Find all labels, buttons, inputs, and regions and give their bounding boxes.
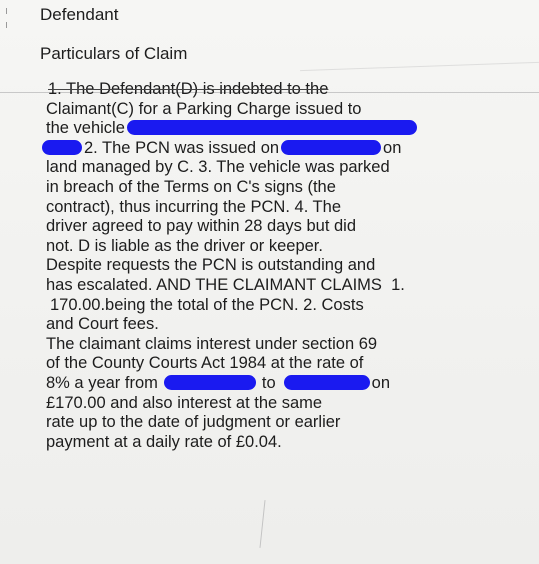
scan-artifact-line-faint [300, 62, 539, 71]
claim-line-text: 170.00.being the total of the PCN. 2. Costs [50, 295, 364, 314]
claim-line [46, 217, 526, 237]
redaction-mark [281, 140, 381, 155]
claim-line [46, 276, 526, 296]
claim-line [46, 139, 526, 159]
claim-line-text: of the County Courts Act 1984 at the rate of [46, 354, 364, 373]
claim-line-text: 8% a year from [46, 373, 158, 392]
claim-line-text: Claimant(C) for a Parking Charge issued to [46, 99, 362, 118]
claim-line [46, 394, 526, 414]
claim-line-text: to [261, 373, 276, 392]
redaction-mark [164, 375, 256, 390]
claim-line-text: and Court fees. [46, 315, 159, 334]
claim-line [46, 198, 526, 218]
claim-line-text: £170.00 and also interest at the same [46, 393, 323, 412]
particulars-heading: Particulars of Claim [40, 44, 188, 63]
claim-line [46, 100, 526, 120]
claim-line-text: driver agreed to pay within 28 days but did [46, 217, 357, 236]
claim-line [46, 335, 526, 355]
claim-line [46, 178, 526, 198]
claim-line [46, 158, 526, 178]
claim-line-text: land managed by C. 3. The vehicle was parked [46, 158, 390, 177]
claim-line [46, 413, 526, 433]
claim-line-text: 2. The PCN was issued on [84, 138, 280, 157]
defendant-heading: Defendant [40, 5, 119, 24]
claim-line-text: rate up to the date of judgment or earlier [46, 413, 341, 432]
claim-line [46, 237, 526, 257]
claim-line-text: The claimant claims interest under section 69 [46, 334, 378, 353]
claim-line-text: on [383, 138, 402, 157]
claim-line-text: not. D is liable as the driver or keeper. [46, 236, 323, 255]
redaction-mark [127, 120, 417, 135]
margin-mark [6, 8, 7, 14]
margin-mark [6, 22, 7, 28]
claim-line [46, 80, 526, 100]
claim-line-text: 1. The Defendant(D) is indebted to the [48, 80, 329, 98]
claim-text [46, 80, 526, 452]
claim-line [46, 296, 526, 316]
claim-line [46, 119, 526, 139]
claim-line [46, 256, 526, 276]
pen-mark [259, 500, 265, 548]
claim-line-text: payment at a daily rate of £0.04. [46, 432, 282, 451]
claim-line [46, 433, 526, 453]
claim-line-text: on [371, 373, 390, 392]
claim-line [46, 315, 526, 335]
claim-line-text: in breach of the Terms on C's signs (the [46, 177, 336, 196]
claim-line-text: the vehicle [46, 119, 125, 138]
redaction-mark [284, 375, 370, 390]
claim-line-text: has escalated. AND THE CLAIMANT CLAIMS 1. [46, 275, 405, 294]
claim-line [46, 354, 526, 374]
claim-line-text: Despite requests the PCN is outstanding and [46, 256, 376, 275]
redaction-mark [42, 140, 82, 155]
claim-line [46, 374, 526, 394]
claim-line-text: contract), thus incurring the PCN. 4. The [46, 197, 341, 216]
